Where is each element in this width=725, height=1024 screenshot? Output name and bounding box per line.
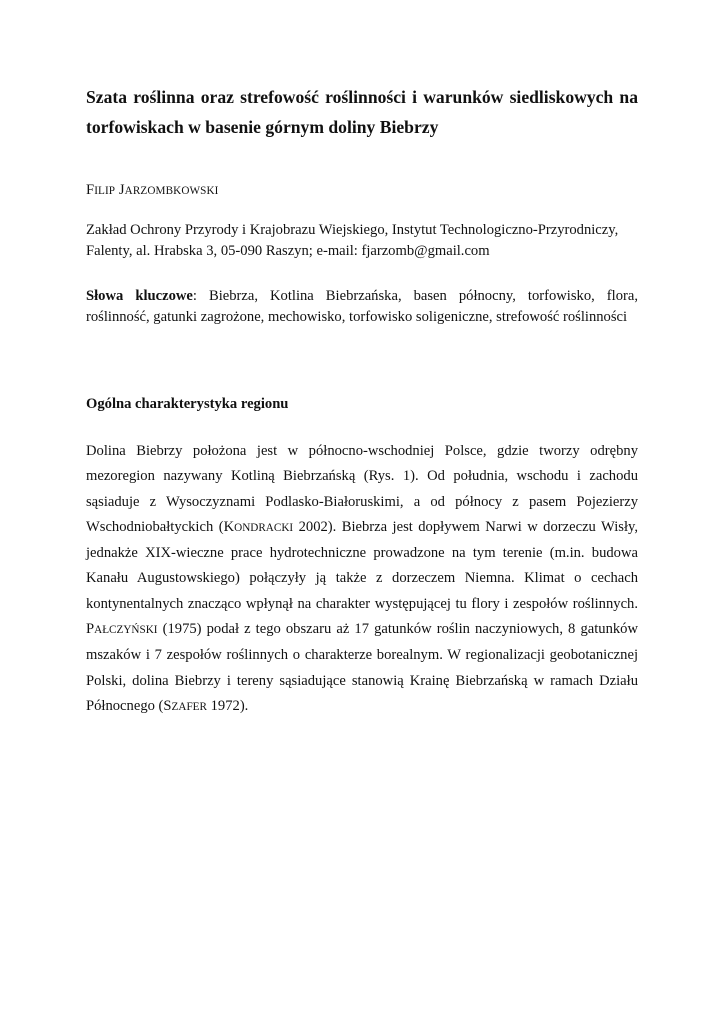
body-line: Polski, dolina Biebrzy i tereny sąsiadujące stanowią Krainę Biebrzańską w ramach Działu — [86, 672, 638, 689]
keywords-block — [86, 286, 638, 328]
body-line: Kanału Augustowskiego) połączyły ją także z dorzeczem Niemna. Klimat o cechach — [86, 570, 638, 587]
citation-initial: K — [223, 518, 235, 535]
body-line: mszaków i 7 zespołów roślinnych o charakterze borealnym. W regionalizacji geobotanicznej — [86, 647, 638, 664]
paper-title — [86, 82, 638, 142]
author-last-rest: ARZOMBKOWSKI — [124, 185, 219, 197]
citation-initial: P — [86, 621, 95, 638]
body-line: mezoregion nazywany Kotliną Biebrzańską (Rys. 1). Od południa, wschodu i zachodu — [86, 468, 638, 485]
body-line-text: (1975) podał z tego obszaru aż 17 gatunków roślin naczyniowych, 8 gatunków — [157, 621, 638, 638]
author-first-rest: ILIP — [94, 185, 116, 197]
body-line: kontynentalnych znacząco wpłynął na charakter występującej tu flory i zespołów roślinnych. — [86, 595, 638, 612]
body-line-text: Wschodniobałtyckich ( — [86, 518, 224, 535]
body-line-text: 2002). Biebrza jest dopływem Narwi w dorzeczu Wisły, — [293, 518, 638, 535]
author-last-initial: J — [118, 182, 125, 198]
paper-title-line-1: Szata roślinna oraz strefowość roślinności i warunków siedliskowych na — [86, 87, 638, 107]
citation-author: AŁCZYŃSKI — [94, 624, 158, 637]
keywords-label: Słowa kluczowe — [86, 288, 193, 304]
author-first-initial: F — [86, 182, 95, 198]
body-line — [86, 617, 638, 643]
paper-title-line-2: torfowiskach w basenie górnym doliny Biebrzy — [86, 117, 439, 137]
body-line-text: 1972). — [206, 697, 249, 714]
keywords-line-2: roślinność, gatunki zagrożone, mechowisko, torfowisko soligeniczne, strefowość roślinności — [86, 309, 628, 325]
body-line — [86, 515, 638, 541]
section-heading: Ogólna charakterystyka regionu — [86, 396, 289, 412]
body-line: jednakże XIX-wieczne prace hydrotechniczne prowadzone na tym terenie (m.in. budowa — [86, 545, 638, 562]
body-line-text: Północnego ( — [86, 697, 164, 714]
citation-initial: S — [163, 697, 172, 714]
author-affiliation: Zakład Ochrony Przyrody i Krajobrazu Wiejskiego, Instytut Technologiczno-Przyrodniczy, Falenty, al. Hrabska 3, 05-090 Raszyn; e-mail: fjarzomb@gmail.com — [86, 222, 619, 259]
section-body — [86, 439, 638, 720]
citation-author: ONDRACKI — [234, 521, 294, 534]
keywords-line-1-text: : Biebrza, Kotlina Biebrzańska, basen północny, torfowisko, flora, — [192, 288, 638, 304]
body-line: Dolina Biebrzy położona jest w północno-wschodniej Polsce, gdzie tworzy odrębny — [86, 443, 638, 459]
keywords-line-1 — [86, 286, 638, 307]
body-line: sąsiaduje z Wysoczyznami Podlasko-Białoruskimi, a od północy z pasem Pojezierzy — [86, 493, 638, 510]
author-name — [86, 180, 218, 201]
citation-author: ZAFER — [171, 700, 207, 713]
body-line — [86, 694, 638, 720]
